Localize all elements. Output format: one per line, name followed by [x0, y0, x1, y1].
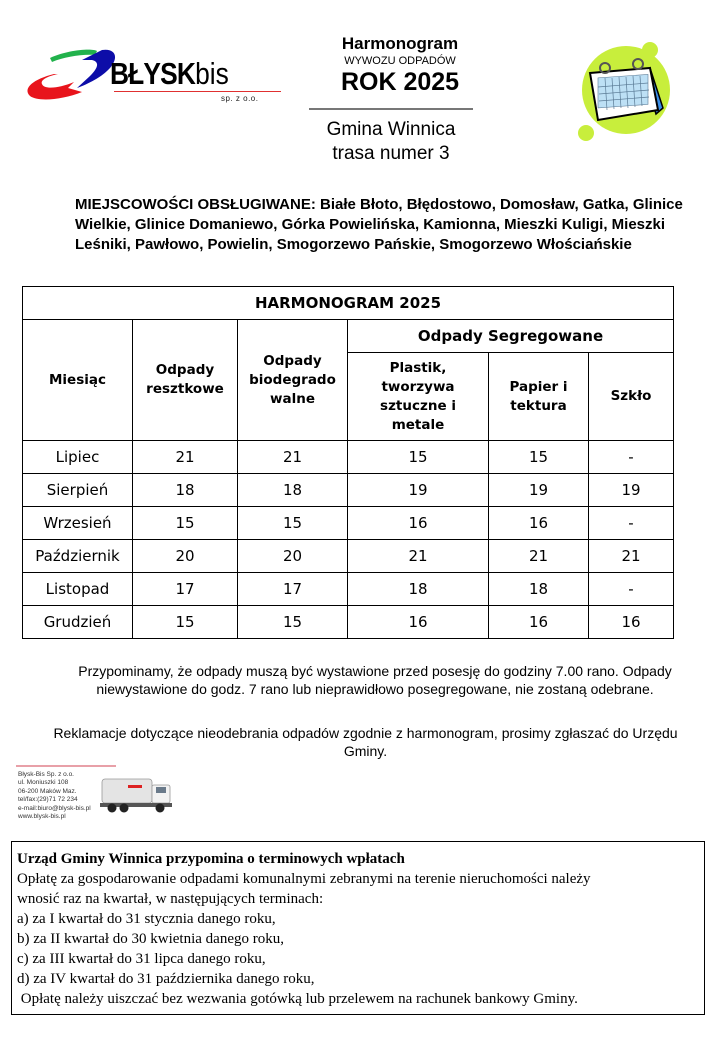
cell-paper: 19 [489, 474, 589, 507]
logo-underline [114, 91, 281, 92]
localities-list: Białe Błoto, Błędostowo, Domosław, Gatka, Glinice Wielkie, Glinice Domaniewo, Górka Powielińska, Kamionna, Mieszki Kuligi, Mieszki Leśniki, Pawłowo, Powielin, Smogorzewo Pańskie, Smogorzewo Włościańskie [75, 196, 683, 253]
route-number: trasa numer 3 [332, 143, 450, 164]
company-city: 06-200 Maków Maz. [18, 787, 77, 795]
schedule-table [22, 286, 674, 639]
cell-bio: 21 [238, 441, 348, 474]
cell-paper: 15 [489, 441, 589, 474]
table-row [23, 540, 674, 573]
col-header-bio: Odpady biodegrado walne [238, 320, 348, 441]
brand-name: BŁYSKbis [110, 56, 229, 91]
cell-bio: 20 [238, 540, 348, 573]
company-phone: tel/fax:(29)71 72 234 [18, 796, 78, 804]
payment-footer: Opłatę należy uiszczać bez wezwania gotówką lub przelewem na rachunek bankowy Gminy. [17, 991, 578, 1007]
cell-plastic: 18 [348, 573, 489, 606]
cell-month: Październik [23, 540, 133, 573]
company-info [18, 771, 91, 821]
cell-bio: 17 [238, 573, 348, 606]
col-header-glass: Szkło [589, 353, 674, 441]
cell-month: Grudzień [23, 606, 133, 639]
company-email: e-mail:biuro@blysk-bis.pl [18, 804, 91, 812]
complaints-note [5, 724, 726, 760]
title-block [300, 34, 500, 96]
table-row [23, 474, 674, 507]
year-label: ROK 2025 [340, 68, 460, 96]
localities-served [75, 195, 715, 255]
complaints-line: Gminy. [343, 743, 388, 759]
cell-mixed: 20 [133, 540, 238, 573]
cell-paper: 16 [489, 606, 589, 639]
company-logo [22, 40, 262, 110]
payment-heading: Urząd Gminy Winnica przypomina o terminowych wpłatach [17, 851, 405, 867]
company-name: Błysk-Bis Sp. z o.o. [18, 771, 74, 778]
cell-plastic: 16 [348, 507, 489, 540]
cell-glass: 19 [589, 474, 674, 507]
col-header-plastic: Plastik, tworzywa sztuczne i metale [348, 353, 489, 441]
col-header-mixed: Odpady resztkowe [133, 320, 238, 441]
municipality-block [300, 118, 482, 166]
cell-plastic: 21 [348, 540, 489, 573]
cell-bio: 15 [238, 507, 348, 540]
municipality-name: Gmina Winnica [326, 119, 456, 140]
table-title: HARMONOGRAM 2025 [23, 287, 674, 320]
payment-term: a) za I kwartał do 31 stycznia danego roku, [17, 911, 276, 927]
garbage-truck-icon [98, 773, 176, 815]
reminder-line: niewystawione do godz. 7 rano lub nieprawidłowo posegregowane, nie zostaną odebrane. [96, 681, 654, 697]
cell-mixed: 15 [133, 507, 238, 540]
company-website: www.blysk-bis.pl [18, 813, 66, 821]
cell-paper: 18 [489, 573, 589, 606]
cell-paper: 21 [489, 540, 589, 573]
doc-title: Harmonogram [341, 34, 459, 53]
table-row [23, 606, 674, 639]
cell-mixed: 18 [133, 474, 238, 507]
cell-mixed: 21 [133, 441, 238, 474]
cell-month: Wrzesień [23, 507, 133, 540]
cell-mixed: 17 [133, 573, 238, 606]
cell-bio: 15 [238, 606, 348, 639]
cell-mixed: 15 [133, 606, 238, 639]
complaints-line: Reklamacje dotyczące nieodebrania odpadów zgodnie z harmonogram, prosimy zgłaszać do Urzędu [53, 725, 678, 741]
swoosh-logo-icon [22, 46, 117, 106]
cell-plastic: 15 [348, 441, 489, 474]
table-row [23, 573, 674, 606]
cell-plastic: 16 [348, 606, 489, 639]
table-row [23, 441, 674, 474]
payment-intro: wnosić raz na kwartał, w następujących terminach: [17, 891, 324, 907]
cell-glass: - [589, 441, 674, 474]
title-divider [309, 108, 473, 110]
cell-glass: - [589, 573, 674, 606]
payment-term: d) za IV kwartał do 31 października danego roku, [17, 971, 315, 987]
cell-plastic: 19 [348, 474, 489, 507]
cell-bio: 18 [238, 474, 348, 507]
company-contact-card [16, 765, 176, 823]
company-street: ul. Moniuszki 108 [18, 779, 69, 787]
payment-reminder-box [11, 841, 705, 1015]
col-group-segregated: Odpady Segregowane [348, 320, 674, 353]
cell-glass: - [589, 507, 674, 540]
card-accent-line [16, 765, 116, 767]
cell-glass: 21 [589, 540, 674, 573]
collection-time-reminder [25, 662, 725, 698]
calendar-icon [568, 38, 678, 148]
cell-glass: 16 [589, 606, 674, 639]
payment-term: c) za III kwartał do 31 lipca danego roku, [17, 951, 266, 967]
col-header-month: Miesiąc [23, 320, 133, 441]
table-row [23, 507, 674, 540]
cell-month: Listopad [23, 573, 133, 606]
cell-month: Lipiec [23, 441, 133, 474]
col-header-paper: Papier i tektura [489, 353, 589, 441]
payment-term: b) za II kwartał do 30 kwietnia danego roku, [17, 931, 284, 947]
cell-paper: 16 [489, 507, 589, 540]
legal-form: sp. z o.o. [221, 94, 259, 103]
payment-intro: Opłatę za gospodarowanie odpadami komunalnymi zebranymi na terenie nieruchomości należy [17, 871, 591, 887]
localities-label: MIEJSCOWOŚCI OBSŁUGIWANE: [75, 196, 316, 213]
reminder-line: Przypominamy, że odpady muszą być wystawione przed posesję do godziny 7.00 rano. Odpady [78, 663, 672, 679]
doc-subtitle: WYWOZU ODPADÓW [344, 55, 456, 67]
cell-month: Sierpień [23, 474, 133, 507]
